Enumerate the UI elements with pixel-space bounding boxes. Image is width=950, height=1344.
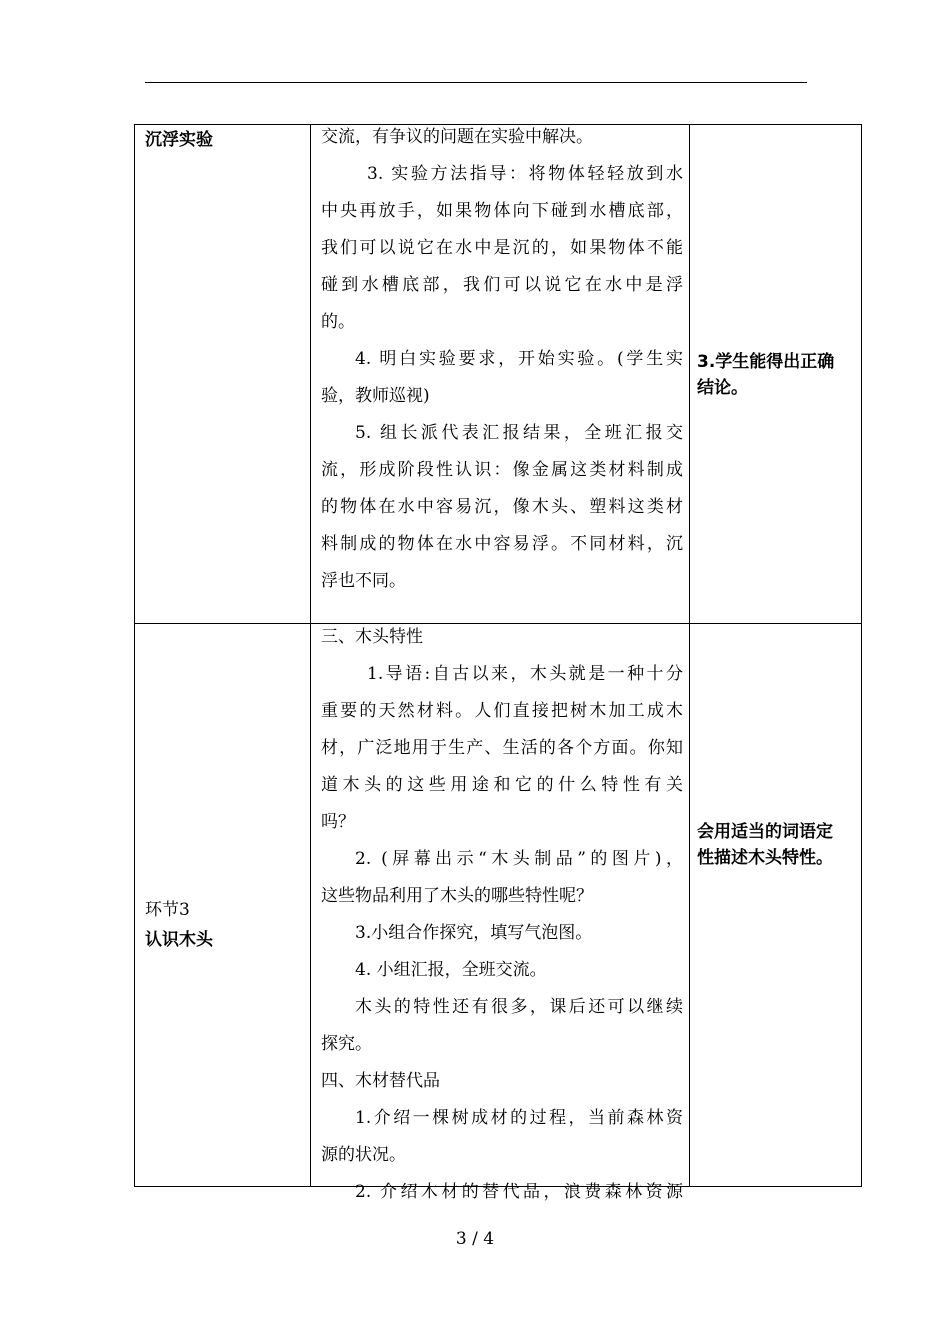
content-line: 2. (屏幕出示“木头制品”的图片)， xyxy=(355,849,683,869)
content-cell-1 xyxy=(321,119,683,600)
content-line: 1.介绍一棵树成材的过程，当前森林资 xyxy=(355,1108,683,1128)
content-line: 3.小组合作探究，填写气泡图。 xyxy=(355,923,593,943)
content-line: 1.导语:自古以来，木头就是一种十分 xyxy=(367,664,683,684)
stage-cell-1 xyxy=(145,127,213,153)
header-rule xyxy=(145,82,807,83)
stage-number: 环节3 xyxy=(145,900,190,920)
content-line: 料制成的物体在水中容易浮。不同材料，沉 xyxy=(321,534,683,554)
content-line: 5. 组长派代表汇报结果，全班汇报交 xyxy=(355,423,683,443)
content-line: 的。 xyxy=(321,312,355,332)
content-line: 浮也不同。 xyxy=(321,571,406,591)
goal-cell-1 xyxy=(697,349,857,401)
content-line: 四、木材替代品 xyxy=(321,1071,440,1091)
content-line: 交流，有争议的问题在实验中解决。 xyxy=(321,127,593,147)
goal-line: 会用适当的词语定 xyxy=(697,822,833,842)
goal-line: 3.学生能得出正确 xyxy=(697,352,835,372)
content-line: 中央再放手，如果物体向下碰到水槽底部， xyxy=(321,201,683,221)
content-line: 流，形成阶段性认识：像金属这类材料制成 xyxy=(321,460,683,480)
content-line: 3. 实验方法指导：将物体轻轻放到水 xyxy=(367,164,683,184)
lesson-plan-table xyxy=(134,124,862,1202)
content-line: 探究。 xyxy=(321,1034,372,1054)
content-line: 验，教师巡视) xyxy=(321,386,430,406)
content-line: 三、木头特性 xyxy=(321,627,423,647)
content-line: 的物体在水中容易沉，像木头、塑料这类材 xyxy=(321,497,683,517)
content-line: 木头的特性还有很多，课后还可以继续 xyxy=(355,997,683,1017)
content-line: 碰到水槽底部，我们可以说它在水中是浮 xyxy=(321,275,683,295)
page-number: 3 / 4 xyxy=(455,1229,495,1249)
goal-cell-2 xyxy=(697,819,857,871)
content-line: 道木头的这些用途和它的什么特性有关 xyxy=(321,775,683,795)
content-line: 4. 明白实验要求，开始实验。(学生实 xyxy=(355,349,683,369)
content-line: 我们可以说它在水中是沉的，如果物体不能 xyxy=(321,238,683,258)
content-cell-2 xyxy=(321,619,683,1211)
content-line: 重要的天然材料。人们直接把树木加工成木 xyxy=(321,701,683,721)
stage-label: 认识木头 xyxy=(145,930,213,950)
content-line: 源的状况。 xyxy=(321,1145,406,1165)
content-line: 材，广泛地用于生产、生活的各个方面。你知 xyxy=(321,738,683,758)
stage-cell-2 xyxy=(145,895,213,955)
content-line: 2. 介绍木材的替代品，浪费森林资源 xyxy=(355,1182,683,1202)
content-line: 吗？ xyxy=(321,812,355,832)
content-line: 这些物品利用了木头的哪些特性呢？ xyxy=(321,886,593,906)
goal-line: 性描述木头特性。 xyxy=(697,848,833,868)
goal-line: 结论。 xyxy=(697,378,748,398)
column-divider-2 xyxy=(689,125,690,1186)
stage-label: 沉浮实验 xyxy=(145,130,213,150)
column-divider-1 xyxy=(310,125,311,1186)
content-line: 4. 小组汇报，全班交流。 xyxy=(355,960,547,980)
